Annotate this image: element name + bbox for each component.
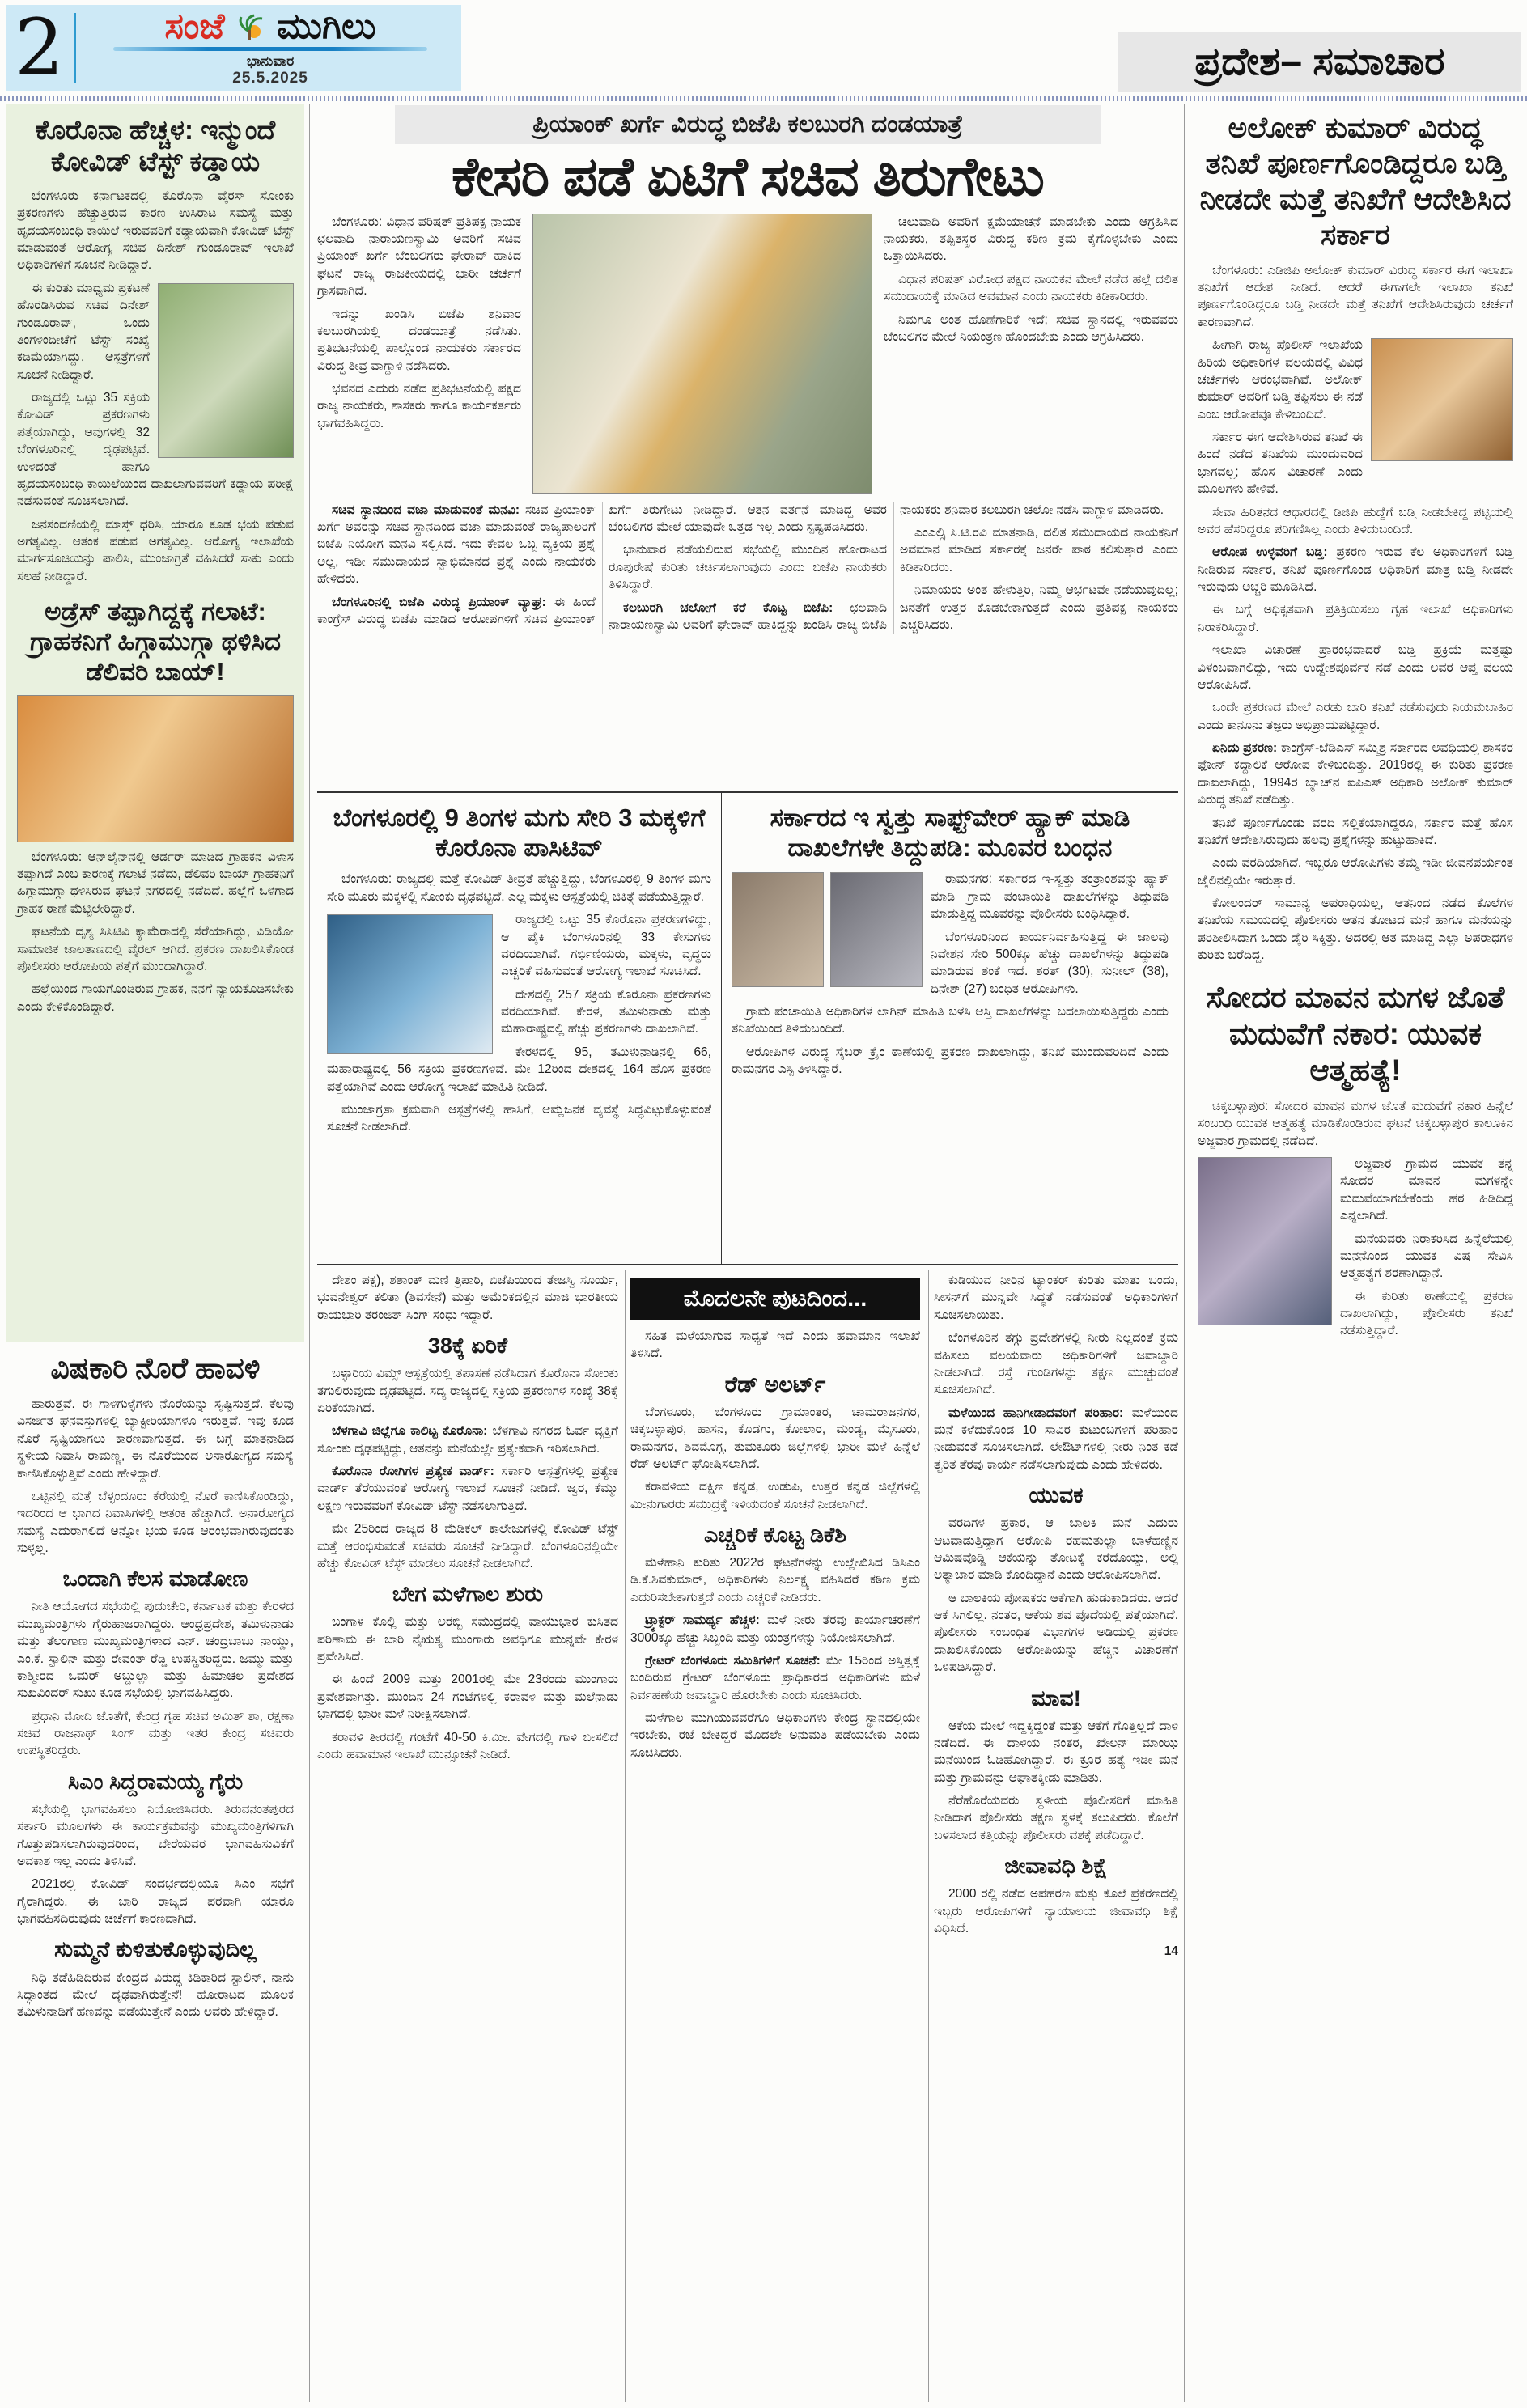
paragraph: ಬೆಂಗಳೂರಿನಲ್ಲಿ ಬಿಜೆಪಿ ವಿರುದ್ಧ ಪ್ರಿಯಾಂಕ್ ವ್ಯಾಘ್ರ: ಈ ಹಿಂದೆ ಕಾಂಗ್ರೆಸ್ ವಿರುದ್ಧ ಬಿಜೆಪಿ ಮಾಡಿದ ಆರೋಪಗಳಿಗೆ ಸಚಿವ ಪ್ರಿಯಾಂಕ್ ಖರ್ಗೆ ತಿರುಗೇಟು ನೀಡಿದ್ದಾರೆ. ಆತನ ವರ್ತನೆ ಮಾಡಿದ್ದ ಅವರ ಬೆಂಬಲಿಗರ ಮೇಲೆ ಯಾವುದೇ ಒತ್ತಡ ಇಲ್ಲ ಎಂದು ಸ್ಪಷ್ಟಪಡಿಸಿದರು.	[317, 502, 887, 626]
article-headline: ಬೆಂಗಳೂರಲ್ಲಿ 9 ತಿಂಗಳ ಮಗು ಸೇರಿ 3 ಮಕ್ಕಳಿಗೆ ಕೊರೊನಾ ಪಾಸಿಟಿವ್	[333, 803, 706, 863]
paragraph: ಕೇರಳದಲ್ಲಿ 95, ತಮಿಳುನಾಡಿನಲ್ಲಿ 66, ಮಹಾರಾಷ್ಟ್ರದಲ್ಲಿ 56 ಸಕ್ರಿಯ ಪ್ರಕರಣಗಳಿವೆ. ಮೇ 12ರಿಂದ ದೇಶದಲ್ಲಿ 164 ಹೊಸ ಪ್ರಕರಣ ಪತ್ತೆಯಾಗಿವೆ ಎಂದು ಆರೋಗ್ಯ ಇಲಾಖೆ ಮಾಹಿತಿ ನೀಡಿದೆ.	[327, 1045, 711, 1094]
column-rule	[928, 1270, 929, 2402]
subheading: ಎಚ್ಚರಿಕೆ ಕೊಟ್ಟ ಡಿಕೆಶಿ	[703, 1523, 846, 1548]
paragraph: ಮುಂಜಾಗ್ರತಾ ಕ್ರಮವಾಗಿ ಆಸ್ಪತ್ರೆಗಳಲ್ಲಿ ಹಾಸಿಗೆ, ಆಮ್ಲಜನಕ ವ್ಯವಸ್ಥೆ ಸಿದ್ಧವಿಟ್ಟುಕೊಳ್ಳುವಂತೆ ಸೂಚನೆ ನೀಡಲಾಗಿದೆ.	[327, 1102, 711, 1134]
left-column-top	[6, 104, 304, 1342]
right-column	[1190, 104, 1521, 2408]
palm-sun-icon	[235, 6, 267, 46]
kicker: ಪ್ರಿಯಾಂಕ್ ಖರ್ಗೆ ವಿರುದ್ಧ ಬಿಜೆಪಿ ಕಲಬುರಗಿ ದಂಡಯಾತ್ರೆ	[395, 105, 1101, 144]
paragraph: ಘಟನೆಯ ದೃಶ್ಯ ಸಿಸಿಟಿವಿ ಕ್ಯಾಮೆರಾದಲ್ಲಿ ಸೆರೆಯಾಗಿದ್ದು, ವಿಡಿಯೋ ಸಾಮಾಜಿಕ ಜಾಲತಾಣದಲ್ಲಿ ವೈರಲ್ ಆಗಿದೆ. ಪ್ರಕರಣ ದಾಖಲಿಸಿಕೊಂಡ ಪೊಲೀಸರು ಆರೋಪಿಯ ಪತ್ತೆಗೆ ಮುಂದಾಗಿದ್ದಾರೆ.	[17, 925, 294, 973]
paragraph: ನಿಧಿ ತಡೆಹಿಡಿದಿರುವ ಕೇಂದ್ರದ ವಿರುದ್ಧ ಕಿಡಿಕಾರಿದ ಸ್ಟಾಲಿನ್, ನಾನು ಸಿದ್ಧಾಂತದ ಮೇಲೆ ದೃಢವಾಗಿರುತ್ತೇನೆ! ಹೋರಾಟದ ಮೂಲಕ ತಮಿಳುನಾಡಿಗೆ ಹಣವನ್ನು ಪಡೆಯುತ್ತೇನೆ ಎಂದು ಅವರು ಹೇಳಿದ್ದಾರೆ.	[17, 1970, 294, 2020]
bjp-leaders-group-photo	[532, 214, 872, 494]
paragraph: ಸಹಿತ ಮಳೆಯಾಗುವ ಸಾಧ್ಯತೆ ಇದೆ ಎಂದು ಹವಾಮಾನ ಇಲಾಖೆ ತಿಳಿಸಿದೆ.	[630, 1329, 920, 1361]
paragraph: ಕರಾವಳಿಯ ದಕ್ಷಿಣ ಕನ್ನಡ, ಉಡುಪಿ, ಉತ್ತರ ಕನ್ನಡ ಜಿಲ್ಲೆಗಳಲ್ಲಿ ಮೀನುಗಾರರು ಸಮುದ್ರಕ್ಕೆ ಇಳಿಯದಂತೆ ಸೂಚನೆ ನೀಡಲಾಗಿದೆ.	[630, 1480, 920, 1511]
paragraph: ಆರೋಪ ಉಳ್ಳವರಿಗೆ ಬಡ್ತಿ: ಪ್ರಕರಣ ಇರುವ ಕೆಲ ಅಧಿಕಾರಿಗಳಿಗೆ ಬಡ್ತಿ ನೀಡಿರುವ ಸರ್ಕಾರ, ತನಿಖೆ ಪೂರ್ಣಗೊಂಡ ಅಧಿಕಾರಿಗೆ ಮಾತ್ರ ಬಡ್ತಿ ನೀಡದೇ ಇರುವುದು ಅಚ್ಚರಿ ಮೂಡಿಸಿದೆ.	[1198, 545, 1514, 594]
day-label: ಭಾನುವಾರ	[246, 53, 295, 70]
paragraph: ಬೆಂಗಳೂರು: ಆನ್‌ಲೈನ್‌ನಲ್ಲಿ ಆರ್ಡರ್ ಮಾಡಿದ ಗ್ರಾಹಕನ ವಿಳಾಸ ತಪ್ಪಾಗಿದೆ ಎಂಬ ಕಾರಣಕ್ಕೆ ಗಲಾಟೆ ನಡೆದು, ಡೆಲಿವರಿ ಬಾಯ್ ಗ್ರಾಹಕನಿಗೆ ಹಿಗ್ಗಾಮುಗ್ಗಾ ಥಳಿಸಿರುವ ಘಟನೆ ನಗರದಲ್ಲಿ ನಡೆದಿದೆ. ಹಲ್ಲೆಗೆ ಒಳಗಾದ ಗ್ರಾಹಕ ಠಾಣೆ ಮೆಟ್ಟಿಲೇರಿದ್ದಾರೆ.	[17, 850, 294, 916]
paragraph: ಕುಡಿಯುವ ನೀರಿನ ಟ್ಯಾಂಕರ್ ಕುರಿತು ಮಾತು ಬಂದು, ಸೀಸನ್‌ಗೆ ಮುನ್ನವೇ ಸಿದ್ಧತೆ ನಡೆಸುವಂತೆ ಅಧಿಕಾರಿಗಳಿಗೆ ಸೂಚಿಸಲಾಯಿತು.	[934, 1274, 1178, 1322]
paragraph: ಆ ಬಾಲಕಿಯ ಪೋಷಕರು ಆಕೆಗಾಗಿ ಹುಡುಕಾಡಿದರು. ಆದರೆ ಆಕೆ ಸಿಗಲಿಲ್ಲ. ನಂತರ, ಆಕೆಯ ಶವ ಪೊದೆಯಲ್ಲಿ ಪತ್ತೆಯಾಗಿದೆ. ಪೊಲೀಸರು ಸಂಬಂಧಿತ ವಿಭಾಗಗಳ ಅಡಿಯಲ್ಲಿ ಪ್ರಕರಣ ದಾಖಲಿಸಿಕೊಂಡು ಆರೋಪಿಯನ್ನು ಹೆಚ್ಚಿನ ವಿಚಾರಣೆಗೆ ಒಳಪಡಿಸಿದ್ದಾರೆ.	[934, 1591, 1178, 1675]
subheading: ಯುವಕ	[1029, 1483, 1084, 1508]
article-body	[17, 188, 294, 585]
left-column-bottom	[6, 1345, 304, 2402]
bottom-column-3	[630, 1272, 920, 2402]
subheading: 38ಕ್ಕೆ ಏರಿಕೆ	[427, 1333, 508, 1359]
paragraph: ಒಂದೇ ಪ್ರಕರಣದ ಮೇಲೆ ಎರಡು ಬಾರಿ ತನಿಖೆ ನಡೆಸುವುದು ನಿಯಮಬಾಹಿರ ಎಂದು ಕಾನೂನು ತಜ್ಞರು ಅಭಿಪ್ರಾಯಪಟ್ಟಿದ್ದಾರೆ.	[1198, 701, 1513, 732]
eswathu-hack-article	[722, 793, 1178, 1264]
subheading: ಜೀವಾವಧಿ ಶಿಕ್ಷೆ	[1004, 1854, 1108, 1879]
paragraph: ದೇಶದಲ್ಲಿ 257 ಸಕ್ರಿಯ ಕೊರೊನಾ ಪ್ರಕರಣಗಳು ವರದಿಯಾಗಿವೆ. ಕೇರಳ, ತಮಿಳುನಾಡು ಮತ್ತು ಮಹಾರಾಷ್ಟ್ರದಲ್ಲಿ ಹೆಚ್ಚು ಪ್ರಕರಣಗಳು ದಾಖಲಾಗಿವೆ.	[501, 987, 711, 1037]
cctv-assault-photo	[17, 695, 294, 842]
paragraph: 14	[1164, 1944, 1178, 1959]
paragraph: ಸೇವಾ ಹಿರಿತನದ ಆಧಾರದಲ್ಲಿ ಡಿಜಿಪಿ ಹುದ್ದೆಗೆ ಬಡ್ತಿ ನೀಡಬೇಕಿದ್ದ ಪಟ್ಟಿಯಲ್ಲಿ ಅವರ ಹೆಸರಿದ್ದರೂ ಪರಿಗಣಿಸಿಲ್ಲ ಎಂದು ತಿಳಿದುಬಂದಿದೆ.	[1198, 505, 1513, 536]
lead-article-left-text	[317, 214, 521, 494]
paragraph: ಈ ಕುರಿತು ಠಾಣೆಯಲ್ಲಿ ಪ್ರಕರಣ ದಾಖಲಾಗಿದ್ದು, ಪೊಲೀಸರು ತನಿಖೆ ನಡೆಸುತ್ತಿದ್ದಾರೆ.	[1340, 1289, 1513, 1338]
paragraph: ಮೇ 25ರಿಂದ ರಾಜ್ಯದ 8 ಮೆಡಿಕಲ್ ಕಾಲೇಜುಗಳಲ್ಲಿ ಕೋವಿಡ್ ಟೆಸ್ಟ್ ಮತ್ತೆ ಆರಂಭಿಸುವಂತೆ ಸಚಿವರು ಸೂಚನೆ ನೀಡಿದ್ದಾರೆ. ಬೆಂಗಳೂರಿನಲ್ಲಿಯೇ ಹೆಚ್ಚು ಕೋವಿಡ್ ಟೆಸ್ಟ್ ಮಾಡಲು ಸೂಚನೆ ನೀಡಲಾಗಿದೆ.	[317, 1522, 618, 1571]
article-headline: ಸರ್ಕಾರದ ಇ ಸ್ವತ್ತು ಸಾಫ್ಟ್‌ವೇರ್ ಹ್ಯಾಕ್ ಮಾಡಿ ದಾಖಲೆಗಳೇ ತಿದ್ದುಪಡಿ: ಮೂವರ ಬಂಧನ	[770, 803, 1130, 863]
paragraph: ದೇಶಂ ಪಕ್ಷ), ಶಶಾಂಕ್ ಮಣಿ ತ್ರಿಪಾಠಿ, ಬಿಜೆಪಿಯಿಂದ ತೇಜಸ್ವಿ ಸೂರ್ಯ, ಭುವನೇಶ್ವರ್ ಕಲಿತಾ (ಶಿವಸೇನೆ) ಮತ್ತು ಅಮೆರಿಕದಲ್ಲಿನ ಮಾಜಿ ಭಾರತೀಯ ರಾಯಭಾರಿ ತರಂಜಿತ್ ಸಿಂಗ್ ಸಂಧು ಇದ್ದಾರೆ.	[317, 1274, 618, 1322]
paragraph: ಹೀಗಾಗಿ ರಾಜ್ಯ ಪೊಲೀಸ್ ಇಲಾಖೆಯ ಹಿರಿಯ ಅಧಿಕಾರಿಗಳ ವಲಯದಲ್ಲಿ ವಿವಿಧ ಚರ್ಚೆಗಳು ಆರಂಭವಾಗಿವೆ. ಅಲೋಕ್ ಕುಮಾರ್ ಅವರಿಗೆ ಬಡ್ತಿ ತಪ್ಪಿಸಲು ಈ ನಡೆ ಎಂಬ ಆರೋಪವೂ ಕೇಳಿಬಂದಿದೆ.	[1198, 338, 1363, 422]
paragraph: ಕಲಬುರಗಿ ಚಲೋಗೆ ಕರೆ ಕೊಟ್ಟ ಬಿಜೆಪಿ: ಛಲವಾದಿ ನಾರಾಯಣಸ್ವಾಮಿ ಅವರಿಗೆ ಘೇರಾವ್ ಹಾಕಿದ್ದನ್ನು ಖಂಡಿಸಿ ರಾಜ್ಯ ಬಿಜೆಪಿ ನಾಯಕರು ಶನಿವಾರ ಕಲಬುರಗಿ ಚಲೋ ನಡೆಸಿ ವಾಗ್ದಾಳಿ ಮಾಡಿದರು.	[609, 502, 1164, 632]
paragraph: ನೆರೆಹೊರೆಯವರು ಸ್ಥಳೀಯ ಪೊಲೀಸರಿಗೆ ಮಾಹಿತಿ ನೀಡಿದಾಗ ಪೊಲೀಸರು ತಕ್ಷಣ ಸ್ಥಳಕ್ಕೆ ತಲುಪಿದರು. ಕೊಲೆಗೆ ಬಳಸಲಾದ ಕತ್ತಿಯನ್ನು ಪೊಲೀಸರು ವಶಕ್ಕೆ ಪಡೆದಿದ್ದಾರೆ.	[934, 1794, 1178, 1842]
paragraph: ಹಾರುತ್ತವೆ. ಈ ಗಾಳಿಗುಳ್ಳೆಗಳು ನೊರೆಯನ್ನು ಸೃಷ್ಟಿಸುತ್ತದೆ. ಕೆಲವು ವಿಸರ್ಜಿತ ಘನವಸ್ತುಗಳಲ್ಲಿ ಬ್ಯಾಕ್ಟೀರಿಯಾಗಳೂ ಇರುತ್ತವೆ. ಇವು ಕೂಡ ನೊರೆ ಸೃಷ್ಟಿಯಾಗಲು ಕಾರಣವಾಗುತ್ತದೆ. ಈ ಬಗ್ಗೆ ಮಾತನಾಡಿದ ಸ್ಥಳೀಯ ನಿವಾಸಿ ರಾಮಣ್ಣ, ಈ ನೊರೆಯಿಂದ ಅನಾರೋಗ್ಯದ ಸಮಸ್ಯೆ ಕಾಣಿಸಿಕೊಳ್ಳುತ್ತಿವೆ ಎಂದು ಹೇಳಿದ್ದಾರೆ.	[17, 1397, 294, 1481]
column-rule	[625, 1270, 626, 2402]
article-headline: ಸೋದರ ಮಾವನ ಮಗಳ ಜೊತೆ ಮದುವೆಗೆ ನಕಾರ: ಯುವಕ ಆತ್ಮಹತ್ಯೆ!	[1206, 980, 1505, 1087]
paragraph: ವಿಧಾನ ಪರಿಷತ್ ವಿರೋಧ ಪಕ್ಷದ ನಾಯಕನ ಮೇಲೆ ನಡೆದ ಹಲ್ಲೆ ದಲಿತ ಸಮುದಾಯಕ್ಕೆ ಮಾಡಿದ ಅವಮಾನ ಎಂದು ನಾಯಕರು ಕಿಡಿಕಾರಿದರು.	[884, 272, 1178, 304]
paragraph: ನಿಮಾಯರು ಅಂತ ಹೇಳುತ್ತಿರಿ, ನಿಮ್ಮ ಆರ್ಭಟವೇ ನಡೆಯುವುದಿಲ್ಲ; ಜನತೆಗೆ ಉತ್ತರ ಕೊಡಬೇಕಾಗುತ್ತದೆ ಎಂದು ಪ್ರತಿಪಕ್ಷ ನಾಯಕರು ಎಚ್ಚರಿಸಿದರು.	[900, 583, 1178, 632]
date-label: 25.5.2025	[232, 70, 308, 87]
article-body	[317, 1272, 618, 1763]
paragraph: ವರದಿಗಳ ಪ್ರಕಾರ, ಆ ಬಾಲಕಿ ಮನೆ ಎದುರು ಆಟವಾಡುತ್ತಿದ್ದಾಗ ಆರೋಪಿ ರಹಮತುಲ್ಲಾ ಬಾಳೆಹಣ್ಣಿನ ಆಮಿಷವೊಡ್ಡಿ ಆಕೆಯನ್ನು ತೋಟಕ್ಕೆ ಕರೆದೊಯ್ದು, ಅಲ್ಲಿ ಅತ್ಯಾಚಾರ ಮಾಡಿ ಕೊಂದಿದ್ದಾನೆ ಎಂದು ಆರೋಪಿಸಲಾಗಿದೆ.	[934, 1516, 1178, 1583]
lead-headline: ಕೇಸರಿ ಪಡೆ ಏಟಿಗೆ ಸಚಿವ ತಿರುಗೇಟು	[452, 146, 1044, 207]
paragraph: ರಾಮನಗರ: ಸರ್ಕಾರದ ಇ-ಸ್ವತ್ತು ತಂತ್ರಾಂಶವನ್ನು ಹ್ಯಾಕ್ ಮಾಡಿ ಗ್ರಾಮ ಪಂಚಾಯಿತಿ ದಾಖಲೆಗಳನ್ನು ತಿದ್ದುಪಡಿ ಮಾಡುತ್ತಿದ್ದ ಮೂವರನ್ನು ಪೊಲೀಸರು ಬಂಧಿಸಿದ್ದಾರೆ.	[931, 872, 1169, 922]
covid-test-photo	[327, 914, 493, 1054]
paragraph: ಎಂದು ವರದಿಯಾಗಿದೆ. ಇಬ್ಬರೂ ಆರೋಪಿಗಳು ತಮ್ಮ ಇಡೀ ಜೀವನಪರ್ಯಂತ ಜೈಲಿನಲ್ಲಿಯೇ ಇರುತ್ತಾರೆ.	[1198, 856, 1513, 888]
article-body	[17, 1396, 294, 2021]
paragraph: ಸರ್ಕಾರ ಈಗ ಆದೇಶಿಸಿರುವ ತನಿಖೆ ಈ ಹಿಂದೆ ನಡೆದ ತನಿಖೆಯ ಮುಂದುವರಿದ ಭಾಗವಲ್ಲ; ಹೊಸ ವಿಚಾರಣೆ ಎಂದು ಮೂಲಗಳು ಹೇಳಿವೆ.	[1198, 430, 1363, 497]
mugshot-row	[732, 872, 923, 987]
paragraph: ಮಳೆಯಿಂದ ಹಾನಿಗೀಡಾದವರಿಗೆ ಪರಿಹಾರ: ಮಳೆಯಿಂದ ಮನೆ ಕಳೆದುಕೊಂಡ 10 ಸಾವಿರ ಕುಟುಂಬಗಳಿಗೆ ಪರಿಹಾರ ನೀಡುವಂತೆ ಸೂಚಿಸಲಾಗಿದೆ. ಲೇಔಟ್‌ಗಳಲ್ಲಿ ನೀರು ನಿಂತ ಕಡೆ ತ್ವರಿತ ತೆರವು ಕಾರ್ಯ ನಡೆಸಲಾಗುವುದು ಎಂದು ಹೇಳಿದರು.	[934, 1405, 1178, 1472]
adgp-alok-kumar-photo	[1371, 338, 1513, 461]
lead-article-bottom-text	[317, 502, 1178, 634]
paragraph: ಆಕೆಯ ಮೇಲೆ ಇದ್ದಕ್ಕಿದ್ದಂತೆ ಮತ್ತು ಆಕೆಗೆ ಗೊತ್ತಿಲ್ಲದೆ ದಾಳಿ ನಡೆದಿದೆ. ಈ ದಾಳಿಯ ನಂತರ, ಖೇಲನ್ ಮಾಂಝಿ ಮನೆಯಿಂದ ಓಡಿಹೋಗಿದ್ದಾರೆ. ಈ ಕ್ರೂರ ಹತ್ಯೆ ಇಡೀ ಮನೆ ಮತ್ತು ಗ್ರಾಮವನ್ನು ಆಘಾತಕ್ಕೀಡು ಮಾಡಿತು.	[934, 1719, 1178, 1785]
paragraph: ಬೆಂಗಳೂರಿನಿಂದ ಕಾರ್ಯನಿರ್ವಹಿಸುತ್ತಿದ್ದ ಈ ಜಾಲವು ನಿವೇಶನ ಸೇರಿ 500ಕ್ಕೂ ಹೆಚ್ಚು ದಾಖಲೆಗಳನ್ನು ತಿದ್ದುಪಡಿ ಮಾಡಿರುವ ಶಂಕೆ ಇದೆ. ಶರತ್ (30), ಸುನೀಲ್ (38), ದಿನೇಶ್ (27) ಬಂಧಿತ ಆರೋಪಿಗಳು.	[931, 930, 1169, 996]
paragraph: ಬಳ್ಳಾರಿಯ ವಿಮ್ಸ್ ಆಸ್ಪತ್ರೆಯಲ್ಲಿ ತಪಾಸಣೆ ನಡೆಸಿದಾಗ ಕೊರೊನಾ ಸೋಂಕು ತಗುಲಿರುವುದು ದೃಢಪಟ್ಟಿದೆ. ಸದ್ಯ ರಾಜ್ಯದಲ್ಲಿ ಸಕ್ರಿಯ ಪ್ರಕರಣಗಳ ಸಂಖ್ಯೆ 38ಕ್ಕೆ ಏರಿಕೆಯಾಗಿದೆ.	[317, 1367, 618, 1415]
article-body	[1198, 1098, 1513, 1340]
paragraph: 2021ರಲ್ಲಿ ಕೋವಿಡ್ ಸಂದರ್ಭದಲ್ಲಿಯೂ ಸಿಎಂ ಸಭೆಗೆ ಗೈರಾಗಿದ್ದರು. ಈ ಬಾರಿ ರಾಜ್ಯದ ಪರವಾಗಿ ಯಾರೂ ಭಾಗವಹಿಸದಿರುವುದು ಚರ್ಚೆಗೆ ಕಾರಣವಾಗಿದೆ.	[17, 1877, 294, 1927]
article-body	[1198, 262, 1513, 964]
paragraph: ಟ್ರ್ಯಾಕ್ಟರ್ ಸಾಮರ್ಥ್ಯ ಹೆಚ್ಚಳ: ಮಳೆ ನೀರು ತೆರವು ಕಾರ್ಯಾಚರಣೆಗೆ 3000ಕ್ಕೂ ಹೆಚ್ಚು ಸಿಬ್ಬಂದಿ ಮತ್ತು ಯಂತ್ರಗಳನ್ನು ನಿಯೋಜಿಸಲಾಗಿದೆ.	[630, 1613, 920, 1645]
paragraph: ಈ ಹಿಂದೆ 2009 ಮತ್ತು 2001ರಲ್ಲಿ ಮೇ 23ರಂದು ಮುಂಗಾರು ಪ್ರವೇಶವಾಗಿತ್ತು. ಮುಂದಿನ 24 ಗಂಟೆಗಳಲ್ಲಿ ಕರಾವಳಿ ಮತ್ತು ಮಲೆನಾಡು ಭಾಗದಲ್ಲಿ ಭಾರೀ ಮಳೆ ನಿರೀಕ್ಷಿಸಲಾಗಿದೆ.	[317, 1672, 618, 1722]
paragraph: ರಾಜ್ಯದಲ್ಲಿ ಒಟ್ಟು 35 ಸಕ್ರಿಯ ಕೋವಿಡ್ ಪ್ರಕರಣಗಳು ಪತ್ತೆಯಾಗಿದ್ದು, ಅವುಗಳಲ್ಲಿ 32 ಬೆಂಗಳೂರಿನಲ್ಲಿ ದೃಢಪಟ್ಟಿವೆ. ಉಳಿದಂತೆ ಹಾಗೂ ಹೃದಯಸಂಬಂಧಿ ಕಾಯಿಲೆಯಿಂದ ದಾಖಲಾಗುವವರಿಗೆ ಕಡ್ಡಾಯ ಪರೀಕ್ಷೆ ನಡೆಸುವಂತೆ ಸೂಚಿಸಲಾಗಿದೆ.	[17, 391, 294, 509]
article-body	[732, 871, 1169, 1078]
paragraph: ಸಚಿವ ಸ್ಥಾನದಿಂದ ವಜಾ ಮಾಡುವಂತೆ ಮನವಿ: ಸಚಿವ ಪ್ರಿಯಾಂಕ್ ಖರ್ಗೆ ಅವರನ್ನು ಸಚಿವ ಸ್ಥಾನದಿಂದ ವಜಾ ಮಾಡುವಂತೆ ರಾಜ್ಯಪಾಲರಿಗೆ ಬಿಜೆಪಿ ನಿಯೋಗ ಮನವಿ ಸಲ್ಲಿಸಿದೆ. ಇದು ಕೇವಲ ಒಬ್ಬ ವ್ಯಕ್ತಿಯ ಪ್ರಶ್ನೆ ಅಲ್ಲ, ಇಡೀ ಸಮುದಾಯದ ಸ್ವಾಭಿಮಾನದ ಪ್ರಶ್ನೆ ಎಂದು ನಾಯಕರು ಹೇಳಿದರು.	[317, 502, 596, 587]
subheading: ರೆಡ್ ಅಲರ್ಟ್	[724, 1371, 826, 1397]
paragraph: ಬೆಳಗಾವಿ ಜಿಲ್ಲೆಗೂ ಕಾಲಿಟ್ಟ ಕೊರೊನಾ: ಬೆಳಗಾವಿ ನಗರದ ಓರ್ವ ವ್ಯಕ್ತಿಗೆ ಸೋಂಕು ದೃಢಪಟ್ಟಿದ್ದು, ಆತನನ್ನು ಮನೆಯಲ್ಲೇ ಪ್ರತ್ಯೇಕವಾಗಿ ಇರಿಸಲಾಗಿದೆ.	[317, 1424, 618, 1456]
article-body	[327, 871, 711, 1135]
section-title: ಪ್ರದೇಶ– ಸಮಾಚಾರ	[1194, 40, 1445, 83]
paragraph: ಜನಸಂದಣಿಯಲ್ಲಿ ಮಾಸ್ಕ್ ಧರಿಸಿ, ಯಾರೂ ಕೂಡ ಭಯ ಪಡುವ ಅಗತ್ಯವಿಲ್ಲ. ಆತಂಕ ಪಡುವ ಅಗತ್ಯವಿಲ್ಲ. ಆರೋಗ್ಯ ಇಲಾಖೆಯ ಮಾರ್ಗಸೂಚಿಯನ್ನು ಪಾಲಿಸಿ, ಮುಂಜಾಗ್ರತೆ ವಹಿಸಿದರೆ ಸಾಕು ಎಂದು ಸಲಹೆ ನೀಡಿದ್ದಾರೆ.	[17, 517, 294, 583]
column-rule	[1184, 104, 1185, 2402]
paragraph: ಇಲಾಖಾ ವಿಚಾರಣೆ ಪ್ರಾರಂಭವಾದರೆ ಬಡ್ತಿ ಪ್ರಕ್ರಿಯೆ ಮತ್ತಷ್ಟು ವಿಳಂಬವಾಗಲಿದ್ದು, ಇದು ಉದ್ದೇಶಪೂರ್ವಕ ನಡೆ ಎಂದು ಅವರ ಆಪ್ತ ವಲಯ ಆರೋಪಿಸಿದೆ.	[1198, 643, 1513, 692]
masthead-rule	[0, 96, 1527, 101]
paragraph: ಏನಿದು ಪ್ರಕರಣ: ಕಾಂಗ್ರೆಸ್-ಜೆಡಿಎಸ್ ಸಮ್ಮಿಶ್ರ ಸರ್ಕಾರದ ಅವಧಿಯಲ್ಲಿ ಶಾಸಕರ ಫೋನ್ ಕದ್ದಾಲಿಕೆ ಆರೋಪ ಕೇಳಿಬಂದಿತ್ತು. 2019ರಲ್ಲಿ ಈ ಕುರಿತು ಪ್ರಕರಣ ದಾಖಲಾಗಿದ್ದು, 1994ರ ಬ್ಯಾಚ್‌ನ ಐಪಿಎಸ್ ಅಧಿಕಾರಿ ಅಲೋಕ್ ಕುಮಾರ್ ವಿರುದ್ಧ ತನಿಖೆ ನಡೆದಿತ್ತು.	[1198, 741, 1513, 808]
paragraph: ನೀತಿ ಆಯೋಗದ ಸಭೆಯಲ್ಲಿ ಪುದುಚೇರಿ, ಕರ್ನಾಟಕ ಮತ್ತು ಕೇರಳದ ಮುಖ್ಯಮಂತ್ರಿಗಳು ಗೈರುಹಾಜರಾಗಿದ್ದರು. ಆಂಧ್ರಪ್ರದೇಶ, ತಮಿಳುನಾಡು ಮತ್ತು ತೆಲಂಗಾಣ ಮುಖ್ಯಮಂತ್ರಿಗಳಾದ ಎನ್. ಚಂದ್ರಬಾಬು ನಾಯ್ಡು, ಎಂ.ಕೆ. ಸ್ಟಾಲಿನ್ ಮತ್ತು ರೇವಂತ್ ರೆಡ್ಡಿ ಉಪಸ್ಥಿತರಿದ್ದರು. ಜಮ್ಮು ಮತ್ತು ಕಾಶ್ಮೀರದ ಒಮರ್ ಅಬ್ದುಲ್ಲಾ ಮತ್ತು ಹಿಮಾಚಲ ಪ್ರದೇಶದ ಸುಖವಿಂದರ್ ಸುಖು ಕೂಡ ಸಭೆಯಲ್ಲಿ ಭಾಗವಹಿಸಿದ್ದರು.	[17, 1600, 294, 1701]
lead-article	[317, 104, 1178, 790]
paragraph: ಮಳೆಹಾನಿ ಕುರಿತು 2022ರ ಘಟನೆಗಳನ್ನು ಉಲ್ಲೇಖಿಸಿದ ಡಿಸಿಎಂ ಡಿ.ಕೆ.ಶಿವಕುಮಾರ್, ಅಧಿಕಾರಿಗಳು ನಿರ್ಲಕ್ಷ್ಯ ವಹಿಸಿದರೆ ಕಠಿಣ ಕ್ರಮ ಎದುರಿಸಬೇಕಾಗುತ್ತದೆ ಎಂದು ಎಚ್ಚರಿಕೆ ನೀಡಿದರು.	[630, 1556, 920, 1605]
boxed-stories-row	[317, 791, 1178, 1265]
subheading: ಸುಮ್ಮನೆ ಕುಳಿತುಕೊಳ್ಳುವುದಿಲ್ಲ	[54, 1937, 257, 1962]
paragraph: ಸಭೆಯಲ್ಲಿ ಭಾಗವಹಿಸಲು ನಿಯೋಜಿಸಿದರು. ತಿರುವನಂತಪುರದ ಸರ್ಕಾರಿ ಮೂಲಗಳು ಈ ಕಾರ್ಯಕ್ರಮವನ್ನು ಮುಖ್ಯಮಂತ್ರಿಗಳಿಗಾಗಿ ಗೊತ್ತುಪಡಿಸಲಾಗಿರುವುದರಿಂದ, ಬೇರೆಯವರ ಭಾಗವಹಿಸುವಿಕೆಗೆ ಅವಕಾಶ ಇಲ್ಲ ಎಂದು ತಿಳಿಸಿವೆ.	[17, 1802, 294, 1868]
accused-mugshot-2	[830, 872, 923, 987]
subheading: ಸಿಎಂ ಸಿದ್ದರಾಮಯ್ಯ ಗೈರು	[67, 1769, 244, 1794]
masthead-divider	[74, 13, 76, 83]
paragraph: ಬಂಗಾಳ ಕೊಲ್ಲಿ ಮತ್ತು ಅರಬ್ಬಿ ಸಮುದ್ರದಲ್ಲಿ ವಾಯುಭಾರ ಕುಸಿತದ ಪರಿಣಾಮ ಈ ಬಾರಿ ನೈಋತ್ಯ ಮುಂಗಾರು ಅವಧಿಗೂ ಮುನ್ನವೇ ಕೇರಳ ಪ್ರವೇಶಿಸಿದೆ.	[317, 1615, 618, 1664]
continued-from-page-one-banner: ಮೊದಲನೇ ಪುಟದಿಂದ...	[630, 1278, 920, 1320]
paragraph: ಬೆಂಗಳೂರಿನ ತಗ್ಗು ಪ್ರದೇಶಗಳಲ್ಲಿ ನೀರು ನಿಲ್ಲದಂತೆ ಕ್ರಮ ವಹಿಸಲು ವಲಯವಾರು ಅಧಿಕಾರಿಗಳಿಗೆ ಜವಾಬ್ದಾರಿ ನೀಡಲಾಗಿದೆ. ರಸ್ತೆ ಗುಂಡಿಗಳನ್ನು ತಕ್ಷಣ ಮುಚ್ಚುವಂತೆ ಸೂಚಿಸಲಾಗಿದೆ.	[934, 1331, 1178, 1397]
paragraph: ಈ ಬಗ್ಗೆ ಅಧಿಕೃತವಾಗಿ ಪ್ರತಿಕ್ರಿಯಿಸಲು ಗೃಹ ಇಲಾಖೆ ಅಧಿಕಾರಿಗಳು ನಿರಾಕರಿಸಿದ್ದಾರೆ.	[1198, 603, 1513, 634]
paragraph: ಕರಾವಳಿ ತೀರದಲ್ಲಿ ಗಂಟೆಗೆ 40-50 ಕಿ.ಮೀ. ವೇಗದಲ್ಲಿ ಗಾಳಿ ಬೀಸಲಿದೆ ಎಂದು ಹವಾಮಾನ ಇಲಾಖೆ ಮುನ್ಸೂಚನೆ ನೀಡಿದೆ.	[317, 1730, 618, 1761]
article-headline: ಅಡ್ರೆಸ್ ತಪ್ಪಾಗಿದ್ದಕ್ಕೆ ಗಲಾಟೆ: ಗ್ರಾಹಕನಿಗೆ ಹಿಗ್ಗಾಮುಗ್ಗಾ ಥಳಿಸಿದ ಡೆಲಿವರಿ ಬಾಯ್!	[30, 597, 281, 686]
article-headline: ಕೊರೊನಾ ಹೆಚ್ಚಳ: ಇನ್ಮುಂದೆ ಕೋವಿಡ್ ಟೆಸ್ಟ್ ಕಡ್ಡಾಯ	[35, 115, 276, 176]
paragraph: ಚಲುವಾದಿ ಅವರಿಗೆ ಕ್ಷಮೆಯಾಚನೆ ಮಾಡಬೇಕು ಎಂದು ಆಗ್ರಹಿಸಿದ ನಾಯಕರು, ತಪ್ಪಿತಸ್ಥರ ವಿರುದ್ಧ ಕಠಿಣ ಕ್ರಮ ಕೈಗೊಳ್ಳಬೇಕು ಎಂದು ಒತ್ತಾಯಿಸಿದರು.	[884, 214, 1178, 264]
article-body	[934, 1272, 1178, 1961]
logo-underline	[113, 47, 428, 51]
paragraph: ಮಳೆಗಾಲ ಮುಗಿಯುವವರೆಗೂ ಅಧಿಕಾರಿಗಳು ಕೇಂದ್ರ ಸ್ಥಾನದಲ್ಲಿಯೇ ಇರಬೇಕು, ರಜೆ ಬೇಕಿದ್ದರೆ ಮೊದಲೇ ಅನುಮತಿ ಪಡೆಯಬೇಕು ಎಂದು ಸೂಚಿಸಿದರು.	[630, 1711, 920, 1760]
bottom-column-2	[317, 1272, 618, 2402]
paragraph: ನಿಮಗೂ ಅಂತ ಹೊಣೆಗಾರಿಕೆ ಇದೆ; ಸಚಿವ ಸ್ಥಾನದಲ್ಲಿ ಇರುವವರು ಬೆಂಬಲಿಗರ ಮೇಲೆ ನಿಯಂತ್ರಣ ಹೊಂದಬೇಕು ಎಂದು ಆಗ್ರಹಿಸಿದರು.	[884, 312, 1178, 344]
article-headline: ಅಲೋಕ್ ಕುಮಾರ್ ವಿರುದ್ಧ ತನಿಖೆ ಪೂರ್ಣಗೊಂಡಿದ್ದರೂ ಬಡ್ತಿ ನೀಡದೇ ಮತ್ತೆ ತನಿಖೆಗೆ ಆದೇಶಿಸಿದ ಸರ್ಕಾರ	[1199, 111, 1512, 251]
paragraph: ಇದನ್ನು ಖಂಡಿಸಿ ಬಿಜೆಪಿ ಶನಿವಾರ ಕಲಬುರಗಿಯಲ್ಲಿ ದಂಡಯಾತ್ರೆ ನಡೆಸಿತು. ಪ್ರತಿಭಟನೆಯಲ್ಲಿ ಪಾಲ್ಗೊಂಡ ನಾಯಕರು ಸರ್ಕಾರದ ವಿರುದ್ಧ ತೀವ್ರ ವಾಗ್ದಾಳಿ ನಡೆಸಿದರು.	[317, 307, 521, 373]
article-body	[630, 1328, 920, 1761]
paragraph: ಅಜ್ಜವಾರ ಗ್ರಾಮದ ಯುವಕ ತನ್ನ ಸೋದರ ಮಾವನ ಮಗಳನ್ನೇ ಮದುವೆಯಾಗಬೇಕೆಂದು ಹಠ ಹಿಡಿದಿದ್ದ ಎನ್ನಲಾಗಿದೆ.	[1340, 1157, 1513, 1223]
paragraph: ಗ್ರಾಮ ಪಂಚಾಯಿತಿ ಅಧಿಕಾರಿಗಳ ಲಾಗಿನ್ ಮಾಹಿತಿ ಬಳಸಿ ಆಸ್ತಿ ದಾಖಲೆಗಳನ್ನು ಬದಲಾಯಿಸುತ್ತಿದ್ದರು ಎಂದು ತನಿಖೆಯಿಂದ ತಿಳಿದುಬಂದಿದೆ.	[732, 1005, 1169, 1037]
logo-text-red: ಸಂಜೆ	[164, 6, 225, 46]
paragraph: ಪ್ರಧಾನಿ ಮೋದಿ ಜೊತೆಗೆ, ಕೇಂದ್ರ ಗೃಹ ಸಚಿವ ಅಮಿತ್ ಶಾ, ರಕ್ಷಣಾ ಸಚಿವ ರಾಜನಾಥ್ ಸಿಂಗ್ ಮತ್ತು ಇತರ ಕೇಂದ್ರ ಸಚಿವರು ಉಪಸ್ಥಿತರಿದ್ದರು.	[17, 1709, 294, 1758]
paragraph: ಎಂಎಲ್ಸಿ ಸಿ.ಟಿ.ರವಿ ಮಾತನಾಡಿ, ದಲಿತ ಸಮುದಾಯದ ನಾಯಕನಿಗೆ ಅವಮಾನ ಮಾಡಿದ ಸರ್ಕಾರಕ್ಕೆ ಜನರೇ ಪಾಠ ಕಲಿಸುತ್ತಾರೆ ಎಂದು ಕಿಡಿಕಾರಿದರು.	[900, 526, 1178, 574]
paragraph: ಬೆಂಗಳೂರು: ಎಡಿಜಿಪಿ ಅಲೋಕ್ ಕುಮಾರ್ ವಿರುದ್ಧ ಸರ್ಕಾರ ಈಗ ಇಲಾಖಾ ತನಿಖೆಗೆ ಆದೇಶ ನೀಡಿದೆ. ಆದರೆ ಈಗಾಗಲೇ ಇಲಾಖಾ ತನಿಖೆ ಪೂರ್ಣಗೊಂಡಿದ್ದರೂ ಬಡ್ತಿ ನೀಡದೇ ಮತ್ತೆ ತನಿಖೆಗೆ ಆದೇಶಿಸಿರುವುದು ಚರ್ಚೆಗೆ ಕಾರಣವಾಗಿದೆ.	[1198, 263, 1513, 329]
paragraph: ಆರೋಪಿಗಳ ವಿರುದ್ಧ ಸೈಬರ್ ಕ್ರೈಂ ಠಾಣೆಯಲ್ಲಿ ಪ್ರಕರಣ ದಾಖಲಾಗಿದ್ದು, ತನಿಖೆ ಮುಂದುವರಿದಿದೆ ಎಂದು ರಾಮನಗರ ಎಸ್ಪಿ ತಿಳಿಸಿದ್ದಾರೆ.	[732, 1045, 1169, 1077]
section-title-box	[1118, 32, 1521, 92]
paragraph: ಈ ಕುರಿತು ಮಾಧ್ಯಮ ಪ್ರಕಟಣೆ ಹೊರಡಿಸಿರುವ ಸಚಿವ ದಿನೇಶ್ ಗುಂಡೂರಾವ್, ಒಂದು ತಿಂಗಳಿಂದೀಚೆಗೆ ಟೆಸ್ಟ್ ಸಂಖ್ಯೆ ಕಡಿಮೆಯಾಗಿದ್ದು, ಆಸ್ಪತ್ರೆಗಳಿಗೆ ಸೂಚನೆ ನೀಡಿದ್ದಾರೆ.	[17, 281, 150, 382]
deceased-youth-photo	[1198, 1157, 1332, 1325]
paragraph: 2000 ರಲ್ಲಿ ನಡೆದ ಅಪಹರಣ ಮತ್ತು ಕೊಲೆ ಪ್ರಕರಣದಲ್ಲಿ ಇಬ್ಬರು ಆರೋಪಿಗಳಿಗೆ ನ್ಯಾಯಾಲಯ ಜೀವಾವಧಿ ಶಿಕ್ಷೆ ವಿಧಿಸಿದೆ.	[934, 1887, 1178, 1936]
paragraph: ಬೆಂಗಳೂರು ಕರ್ನಾಟಕದಲ್ಲಿ ಕೊರೊನಾ ವೈರಸ್ ಸೋಂಕು ಪ್ರಕರಣಗಳು ಹೆಚ್ಚುತ್ತಿರುವ ಕಾರಣ ಉಸಿರಾಟ ಸಮಸ್ಯೆ ಮತ್ತು ಹೃದಯಸಂಬಂಧಿ ಕಾಯಿಲೆ ಇರುವವರಿಗೆ ಕಡ್ಡಾಯವಾಗಿ ಕೋವಿಡ್ ಟೆಸ್ಟ್ ಮಾಡುವಂತೆ ಆರೋಗ್ಯ ಸಚಿವ ದಿನೇಶ್ ಗುಂಡೂರಾವ್ ಇಲಾಖೆ ಅಧಿಕಾರಿಗಳಿಗೆ ಸೂಚನೆ ನೀಡಿದ್ದಾರೆ.	[17, 189, 294, 273]
subheading: ಮಾವ!	[1031, 1685, 1081, 1711]
paragraph: ಭಾನುವಾರ ನಡೆಯಲಿರುವ ಸಭೆಯಲ್ಲಿ ಮುಂದಿನ ಹೋರಾಟದ ರೂಪುರೇಷೆ ಕುರಿತು ಚರ್ಚಿಸಲಾಗುವುದು ಎಂದು ಬಿಜೆಪಿ ನಾಯಕರು ತಿಳಿಸಿದ್ದಾರೆ.	[609, 543, 887, 592]
paragraph: ಬೆಂಗಳೂರು, ಬೆಂಗಳೂರು ಗ್ರಾಮಾಂತರ, ಚಾಮರಾಜನಗರ, ಚಿಕ್ಕಬಳ್ಳಾಪುರ, ಹಾಸನ, ಕೊಡಗು, ಕೋಲಾರ, ಮಂಡ್ಯ, ಮೈಸೂರು, ರಾಮನಗರ, ಶಿವಮೊಗ್ಗ, ತುಮಕೂರು ಜಿಲ್ಲೆಗಳಲ್ಲಿ ಭಾರೀ ಮಳೆ ಹಿನ್ನೆಲೆ ರೆಡ್ ಅಲರ್ಟ್ ಘೋಷಿಸಲಾಗಿದೆ.	[630, 1405, 920, 1471]
paragraph: ಬೆಂಗಳೂರು: ವಿಧಾನ ಪರಿಷತ್ ಪ್ರತಿಪಕ್ಷ ನಾಯಕ ಛಲವಾದಿ ನಾರಾಯಣಸ್ವಾಮಿ ಅವರಿಗೆ ಸಚಿವ ಪ್ರಿಯಾಂಕ್ ಖರ್ಗೆ ಬೆಂಬಲಿಗರು ಘೇರಾವ್ ಹಾಕಿದ ಘಟನೆ ರಾಜ್ಯ ರಾಜಕೀಯದಲ್ಲಿ ಭಾರೀ ಚರ್ಚೆಗೆ ಗ್ರಾಸವಾಗಿದೆ.	[317, 214, 521, 299]
paragraph: ಕೋಲಂದರ್ ಸಾಮಾನ್ಯ ಅಪರಾಧಿಯಲ್ಲ, ಆತನಿಂದ ನಡೆದ ಕೊಲೆಗಳ ತನಿಖೆಯ ಸಮಯದಲ್ಲಿ ಪೊಲೀಸರು ಆತನ ತೋಟದ ಮನೆ ಹಾಗೂ ಮನೆಯನ್ನು ಪರಿಶೀಲಿಸಿದಾಗ ಒಂದು ಡೈರಿ ಸಿಕ್ಕಿತ್ತು. ಅದರಲ್ಲಿ ಆತ ಮಾಡಿದ್ದ ಎಲ್ಲಾ ಅಪರಾಧಗಳ ಕುರಿತು ಬರೆದಿದ್ದ.	[1198, 897, 1513, 963]
article-headline: ವಿಷಕಾರಿ ನೊರೆ ಹಾವಳಿ	[50, 1352, 261, 1384]
paragraph: ಮನೆಯವರು ನಿರಾಕರಿಸಿದ ಹಿನ್ನೆಲೆಯಲ್ಲಿ ಮನನೊಂದ ಯುವಕ ವಿಷ ಸೇವಿಸಿ ಆತ್ಮಹತ್ಯೆಗೆ ಶರಣಾಗಿದ್ದಾನೆ.	[1340, 1232, 1513, 1281]
paragraph: ಹಲ್ಲೆಯಿಂದ ಗಾಯಗೊಂಡಿರುವ ಗ್ರಾಹಕ, ನನಗೆ ನ್ಯಾಯಕೊಡಿಸಬೇಕು ಎಂದು ಕೇಳಿಕೊಂಡಿದ್ದಾರೆ.	[17, 982, 294, 1014]
accused-mugshot-1	[732, 872, 824, 987]
paragraph: ಭವನದ ಎದುರು ನಡೆದ ಪ್ರತಿಭಟನೆಯಲ್ಲಿ ಪಕ್ಷದ ರಾಜ್ಯ ನಾಯಕರು, ಶಾಸಕರು ಹಾಗೂ ಕಾರ್ಯಕರ್ತರು ಭಾಗವಹಿಸಿದ್ದರು.	[317, 382, 521, 430]
lead-article-right-text	[884, 214, 1178, 494]
page-number: 2	[15, 2, 65, 93]
column-rule	[309, 104, 310, 2402]
paragraph: ಬೆಂಗಳೂರು: ರಾಜ್ಯದಲ್ಲಿ ಮತ್ತೆ ಕೋವಿಡ್ ತೀವ್ರತೆ ಹೆಚ್ಚುತ್ತಿದ್ದು, ಬೆಂಗಳೂರಲ್ಲಿ 9 ತಿಂಗಳ ಮಗು ಸೇರಿ ಮೂರು ಮಕ್ಕಳಲ್ಲಿ ಸೋಂಕು ದೃಢಪಟ್ಟಿದೆ. ಎಲ್ಲ ಮಕ್ಕಳು ಆಸ್ಪತ್ರೆಯಲ್ಲಿ ಚಿಕಿತ್ಸೆ ಪಡೆಯುತ್ತಿದ್ದಾರೆ.	[327, 872, 711, 904]
logo-text-black: ಮುಗಿಲು	[277, 6, 376, 46]
paragraph: ಕೊರೊನಾ ರೋಗಿಗಳ ಪ್ರತ್ಯೇಕ ವಾರ್ಡ್: ಸರ್ಕಾರಿ ಆಸ್ಪತ್ರೆಗಳಲ್ಲಿ ಪ್ರತ್ಯೇಕ ವಾರ್ಡ್ ತೆರೆಯುವಂತೆ ಆರೋಗ್ಯ ಇಲಾಖೆ ಸೂಚನೆ ನೀಡಿದೆ. ಜ್ವರ, ಕೆಮ್ಮು ಲಕ್ಷಣ ಇರುವವರಿಗೆ ಕೋವಿಡ್ ಟೆಸ್ಟ್ ನಡೆಸಲಾಗುತ್ತಿದೆ.	[317, 1465, 618, 1513]
paragraph: ತನಿಖೆ ಪೂರ್ಣಗೊಂಡು ವರದಿ ಸಲ್ಲಿಕೆಯಾಗಿದ್ದರೂ, ಸರ್ಕಾರ ಮತ್ತೆ ಹೊಸ ತನಿಖೆಗೆ ಆದೇಶಿಸಿರುವುದು ಹಲವು ಪ್ರಶ್ನೆಗಳನ್ನು ಹುಟ್ಟುಹಾಕಿದೆ.	[1198, 816, 1513, 847]
bottom-column-4	[934, 1272, 1178, 2402]
paragraph: ಒಟ್ಟಿನಲ್ಲಿ ಮತ್ತೆ ಬೆಳ್ಳಂದೂರು ಕೆರೆಯಲ್ಲಿ ನೊರೆ ಕಾಣಿಸಿಕೊಂಡಿದ್ದು, ಇದರಿಂದ ಆ ಭಾಗದ ನಿವಾಸಿಗಳಲ್ಲಿ ಆತಂಕ ಹೆಚ್ಚಾಗಿದೆ. ಅನಾರ‍ೋಗ್ಯದ ಸಮಸ್ಯೆ ಎದುರಾಗಲಿದೆ ಅನ್ನೋ ಭಯ ಕೂಡ ಆರಂಭವಾಗಿರುವುದಂತು ಸುಳ್ಳಲ್ಲ.	[17, 1489, 294, 1555]
paragraph: ಚಿಕ್ಕಬಳ್ಳಾಪುರ: ಸೋದರ ಮಾವನ ಮಗಳ ಜೊತೆ ಮದುವೆಗೆ ನಕಾರ ಹಿನ್ನೆಲೆ ಸಂಬಂಧಿ ಯುವಕ ಆತ್ಮಹತ್ಯೆ ಮಾಡಿಕೊಂಡಿರುವ ಘಟನೆ ಚಿಕ್ಕಬಳ್ಳಾಪುರ ತಾಲೂಕಿನ ಅಜ್ಜವಾರ ಗ್ರಾಮದಲ್ಲಿ ನಡೆದಿದೆ.	[1198, 1099, 1513, 1148]
subheading: ಬೇಗ ಮಳೆಗಾಲ ಶುರು	[392, 1582, 544, 1607]
subheading: ಒಂದಾಗಿ ಕೆಲಸ ಮಾಡೋಣ	[62, 1566, 248, 1592]
article-body	[17, 695, 294, 1015]
covid-children-article	[317, 793, 722, 1264]
newspaper-logo	[87, 8, 453, 87]
paragraph: ಗ್ರೇಟರ್ ಬೆಂಗಳೂರು ಸಮಿತಿಗಳಿಗೆ ಸೂಚನೆ: ಮೇ 15ರಿಂದ ಅಸ್ತಿತ್ವಕ್ಕೆ ಬಂದಿರುವ ಗ್ರೇಟರ್ ಬೆಂಗಳೂರು ಪ್ರಾಧಿಕಾರದ ಅಧಿಕಾರಿಗಳು ಮಳೆ ನಿರ್ವಹಣೆಯ ಜವಾಬ್ದಾರಿ ಹೊರಬೇಕು ಎಂದು ಸೂಚಿಸಿದರು.	[630, 1653, 920, 1702]
minister-dinesh-gundurao-photo	[158, 283, 294, 458]
paragraph: ರಾಜ್ಯದಲ್ಲಿ ಒಟ್ಟು 35 ಕೊರೊನಾ ಪ್ರಕರಣಗಳಿದ್ದು, ಆ ಪೈಕಿ ಬೆಂಗಳೂರಿನಲ್ಲಿ 33 ಕೇಸುಗಳು ವರದಿಯಾಗಿವೆ. ಗರ್ಭಿಣಿಯರು, ಮಕ್ಕಳು, ವೃದ್ಧರು ಎಚ್ಚರಿಕೆ ವಹಿಸುವಂತೆ ಆರೋಗ್ಯ ಇಲಾಖೆ ಸೂಚಿಸಿದೆ.	[501, 913, 711, 979]
masthead	[6, 2, 461, 93]
